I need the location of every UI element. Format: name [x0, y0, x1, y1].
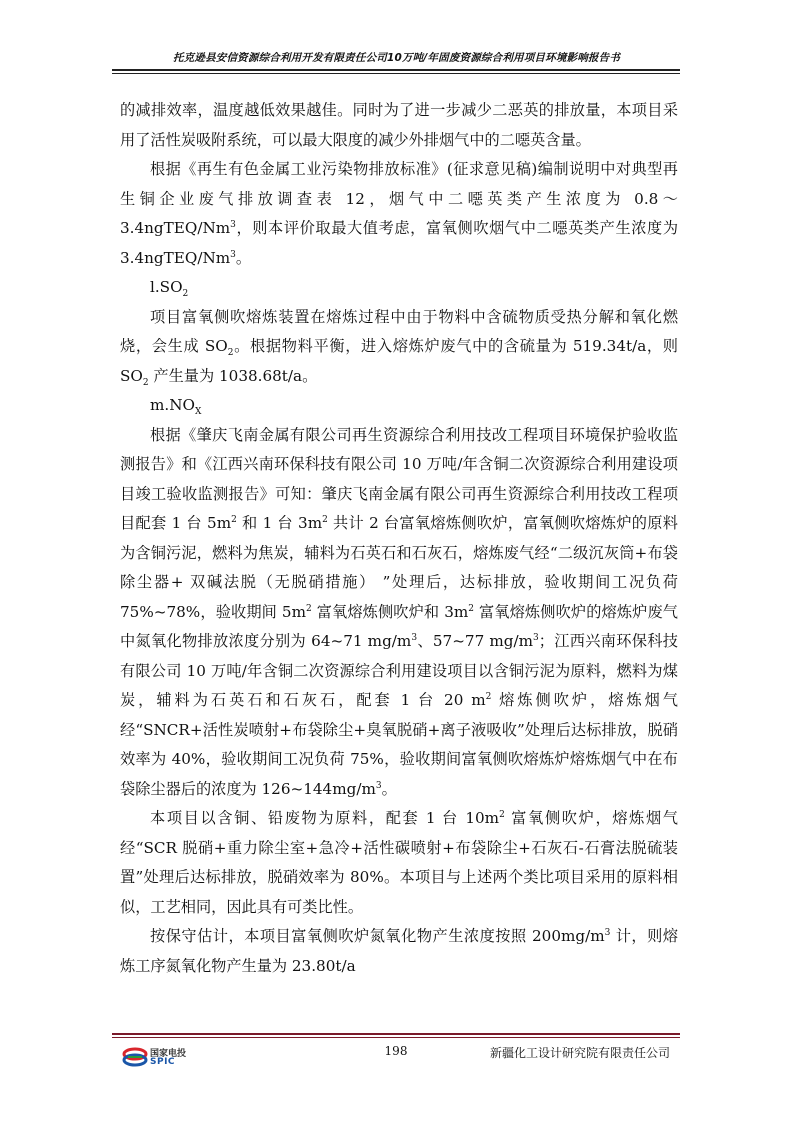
header-rule-thin [112, 73, 680, 74]
page-number: 198 [384, 1044, 408, 1058]
paragraph-nox-analogy: 根据《肇庆飞南金属有限公司再生资源综合利用技改工程项目环境保护验收监测报告》和《江西兴南环保科技有限公司 10 万吨/年含铜二次资源综合利用建设项目竣工验收监测报告》可知：肇庆飞南金属有限公司再生资源综合利用技改工程项目配套 1 台 $5m^2$ 和 1 台 $3m^2$ 共计 2 台富氧熔炼侧吹炉，富氧侧吹熔炼炉的原料为含铜污泥，燃料为焦炭，辅料为石英石和石灰石，熔炼废气经“二级沉灰筒+布袋除尘器+ 双碱法脱（无脱硝措施） ”处理后，达标排放，验收期间工况负荷 75%~78%，验收期间 $5m^2$ 富氧熔炼侧吹炉和 $3m^2$ 富氧熔炼侧吹炉的熔炼炉废气中氮氧化物排放浓度分别为 64~71 $mg/m^3$、57~77 $mg/m^3$；江西兴南环保科技有限公司 10 万吨/年含铜二次资源综合利用建设项目以含铜污泥为原料，燃料为煤炭，辅料为石英石和石灰石，配套 1 台 20 $m^2$ 熔炼侧吹炉，熔炼烟气经“SNCR+活性炭喷射+布袋除尘+臭氧脱硝+离子液吸收”处理后达标排放，脱硝效率为 40%，验收期间工况负荷 75%，验收期间富氧侧吹熔炼炉熔炼烟气中在布袋除尘器后的浓度为 $126\sim 144mg/m^3$。 [120, 425, 678, 798]
heading-so2: $l.SO_2$ [150, 278, 189, 300]
header-rule [112, 69, 680, 71]
logo-text-cn: 国家电投 [150, 1049, 187, 1059]
footer-rule [112, 1033, 680, 1035]
running-header: 托克逊县安信资源综合利用开发有限责任公司10万吨/年固废资源综合利用项目环境影响报告书 [172, 52, 621, 64]
page-footer [112, 1042, 680, 1072]
page-body [120, 96, 678, 981]
footer-organization: 新疆化工设计研究院有限责任公司 [489, 1046, 670, 1060]
paragraph-nox-estimate: 按保守估计，本项目富氧侧吹炉氮氧化物产生浓度按照 $200mg/m^3$ 计，则熔炼工序氮氧化物产生量为 23.80t/a [120, 927, 678, 975]
paragraph-so2: 项目富氧侧吹熔炼装置在熔炼过程中由于物料中含硫物质受热分解和氧化燃烧，会生成 $SO_2$。根据物料平衡，进入熔炼炉废气中的含硫量为 519.34t/a，则 $SO_2$ 产生量为 1038.68t/a。 [120, 307, 678, 388]
footer-rule-thin [112, 1037, 680, 1038]
heading-nox: $m.NO_X$ [150, 396, 202, 418]
paragraph-dioxin-reduction: 的减排效率，温度越低效果越佳。同时为了进一步减少二恶英的排放量，本项目采用了活性炭吸附系统，可以最大限度的减少外排烟气中的二噁英含量。 [120, 101, 678, 149]
paragraph-dioxin-concentration: 根据《再生有色金属工业污染物排放标准》(征求意见稿)编制说明中对典型再生铜企业废气排放调查表 12，烟气中二噁英类产生浓度为 0.8～3.4ngTEQ/Nm$^3$，则本评价取最大值考虑，富氧侧吹烟气中二噁英类产生浓度为 3.4ngTEQ/Nm$^3$。 [120, 160, 678, 267]
paragraph-project-comparison: 本项目以含铜、铅废物为原料，配套 1 台 $10m^2$ 富氧侧吹炉，熔炼烟气经“SCR 脱硝+重力除尘室+急冷+活性碳喷射+布袋除尘+石灰石-石膏法脱硫装置”处理后达标排放，脱硝效率为 80%。本项目与上述两个类比项目采用的原料相似，工艺相同，因此具有可类比性。 [120, 809, 678, 916]
logo-text-en: SPIC [150, 1057, 176, 1067]
